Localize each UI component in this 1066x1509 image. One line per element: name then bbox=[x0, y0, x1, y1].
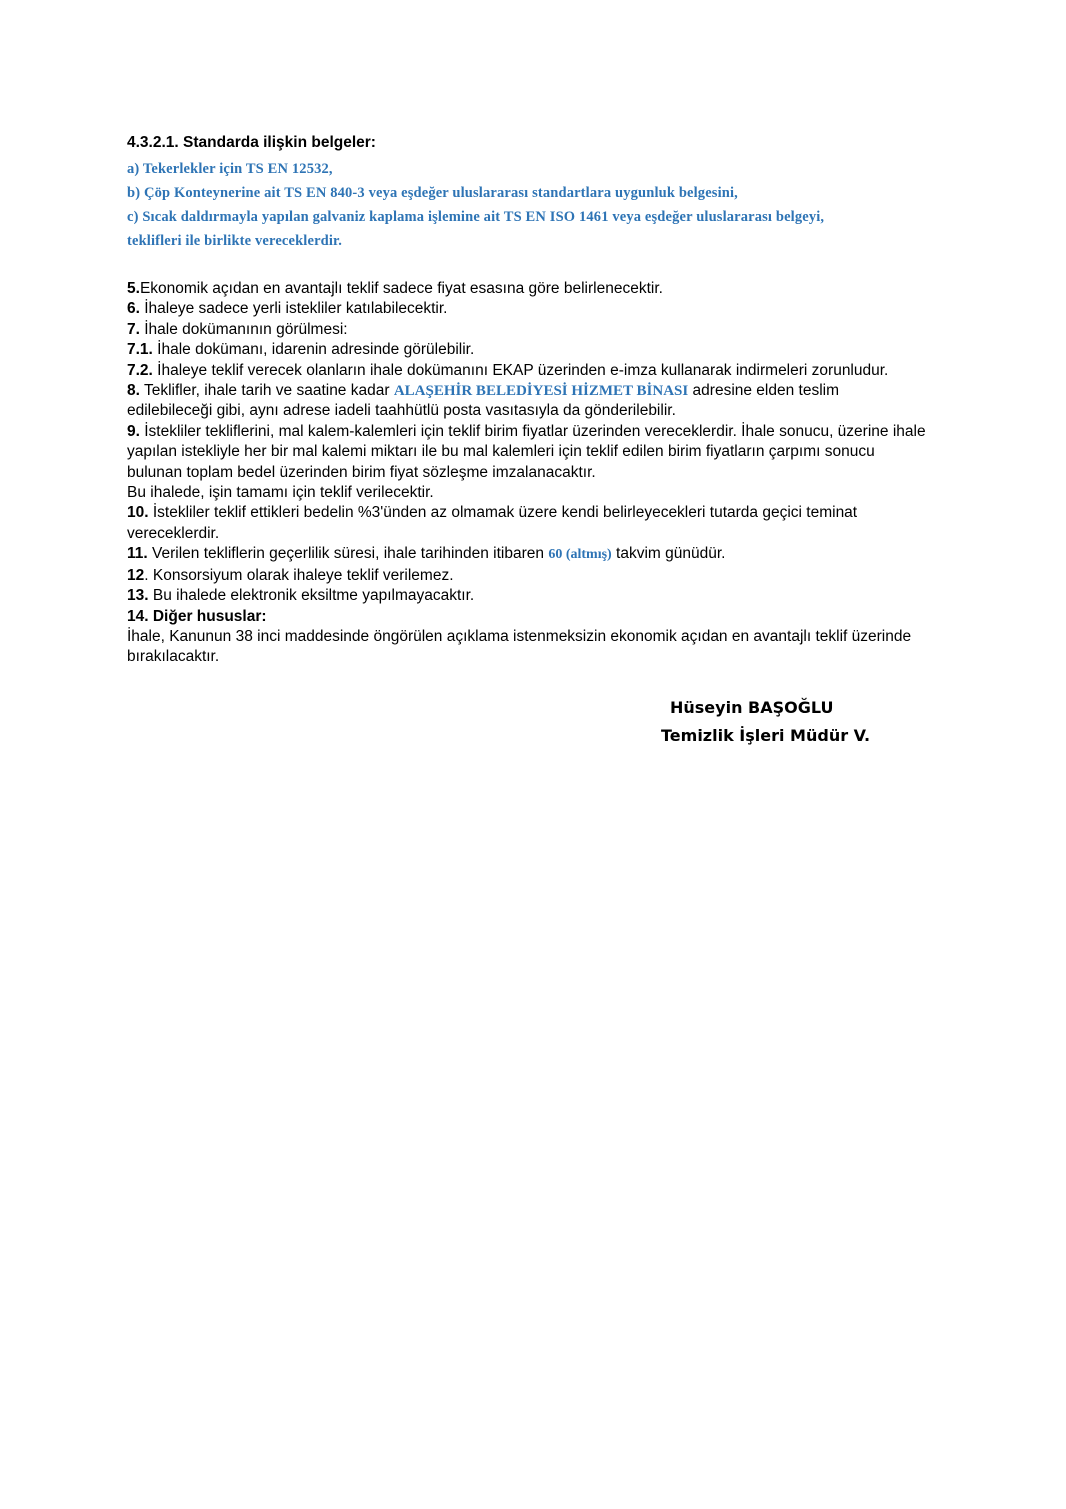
clause-text: Ekonomik açıdan en avantajlı teklif sadece fiyat esasına göre belirlenecektir. bbox=[139, 280, 663, 297]
standard-document-item: a) Tekerlekler için TS EN 12532, bbox=[127, 161, 333, 177]
clause-number: 5. bbox=[127, 280, 140, 297]
clause-12 bbox=[127, 566, 927, 586]
standard-document-item: b) Çöp Konteynerine ait TS EN 840-3 veya eşdeğer uluslararası standartlara uygunluk belgesini, bbox=[127, 185, 738, 201]
clause-number: 10. bbox=[127, 504, 149, 522]
clause-text: İhale dokümanı, idarenin adresinde görülebilir. bbox=[152, 341, 475, 359]
clause-number: 7.2. bbox=[127, 361, 153, 379]
clause-text: İstekliler teklif ettikleri bedelin %3'ünden az olmamak üzere kendi belirleyecekleri tutarda geçici teminat vereceklerdir. bbox=[127, 504, 858, 542]
signatory-name: Hüseyin BAŞOĞLU bbox=[670, 698, 834, 717]
signature-block bbox=[661, 694, 961, 750]
address-highlight: ALAŞEHİR BELEDİYESİ HİZMET BİNASI bbox=[393, 383, 689, 400]
document-body bbox=[127, 132, 927, 668]
clause-8 bbox=[127, 381, 927, 422]
clause-text: İstekliler tekliflerini, mal kalem-kalemleri için teklif birim fiyatlar üzerinden vereceklerdir. İhale sonucu, üzerine ihale yapılan istekliyle her bir mal kalemi miktarı ile bu mal kalemleri için teklif edilen birim fiyatların çarpımı sonucu bulunan toplam bedel üzerinden birim fiyat sözleşme imzalanacaktır. bbox=[127, 422, 926, 481]
clause-11 bbox=[127, 544, 927, 565]
clause-number: 9. bbox=[127, 422, 140, 440]
clause-5 bbox=[127, 279, 927, 299]
standard-documents-list bbox=[127, 157, 927, 253]
clause-number: 7.1. bbox=[127, 341, 153, 359]
signatory-title: Temizlik İşleri Müdür V. bbox=[661, 726, 871, 745]
clause-number: 8. bbox=[127, 382, 140, 400]
standard-document-item: c) Sıcak daldırmayla yapılan galvaniz kaplama işlemine ait TS EN ISO 1461 veya eşdeğer uluslararası belgeyi, bbox=[127, 209, 825, 225]
section-heading: 4.3.2.1. Standarda ilişkin belgeler: bbox=[127, 134, 376, 151]
clause-13 bbox=[127, 586, 927, 606]
clause-number: 13. bbox=[127, 587, 149, 605]
clause-text: İhale dokümanının görülmesi: bbox=[139, 320, 348, 338]
clause-10 bbox=[127, 503, 927, 544]
spacer bbox=[127, 253, 927, 279]
clause-7-2 bbox=[127, 361, 927, 381]
validity-days-highlight: 60 (altmış) bbox=[548, 547, 612, 563]
clause-text: İhaleye teklif verecek olanların ihale dokümanını EKAP üzerinden e-imza kullanarak indirmeleri zorunludur. bbox=[152, 361, 889, 379]
clause-text: Bu ihalede elektronik eksiltme yapılmayacaktır. bbox=[148, 587, 475, 605]
clause-heading: 14. Diğer hususlar: bbox=[127, 607, 267, 625]
clause-text: . Konsorsiyum olarak ihaleye teklif verilemez. bbox=[144, 566, 454, 584]
clause-text: İhaleye sadece yerli istekliler katılabilecektir. bbox=[139, 300, 448, 318]
clause-number: 7. bbox=[127, 320, 140, 338]
clause-text: Teklifler, ihale tarih ve saatine kadar bbox=[139, 382, 394, 400]
clause-7 bbox=[127, 320, 927, 340]
standard-document-closing: teklifleri ile birlikte vereceklerdir. bbox=[127, 233, 343, 249]
clause-9 bbox=[127, 422, 927, 483]
clause-6 bbox=[127, 299, 927, 319]
clause-text: takvim günüdür. bbox=[611, 545, 726, 563]
clause-14 bbox=[127, 607, 927, 627]
clause-number: 12 bbox=[127, 566, 145, 584]
clause-text: adresine elden teslim edilebileceği gibi, aynı adrese iadeli taahhütlü posta vasıtasıyla da gönderilebilir. bbox=[127, 382, 840, 420]
clause-text: Verilen tekliflerin geçerlilik süresi, ihale tarihinden itibaren bbox=[147, 545, 549, 563]
clause-number: 6. bbox=[127, 300, 140, 318]
clause-number: 11. bbox=[127, 545, 148, 563]
clause-list bbox=[127, 279, 927, 668]
clause-14-text: İhale, Kanunun 38 inci maddesinde öngörülen açıklama istenmeksizin ekonomik açıdan en avantajlı teklif üzerinde bırakılacaktır. bbox=[127, 627, 912, 666]
clause-7-1 bbox=[127, 340, 927, 360]
clause-9-note: Bu ihalede, işin tamamı için teklif verilecektir. bbox=[127, 484, 434, 502]
